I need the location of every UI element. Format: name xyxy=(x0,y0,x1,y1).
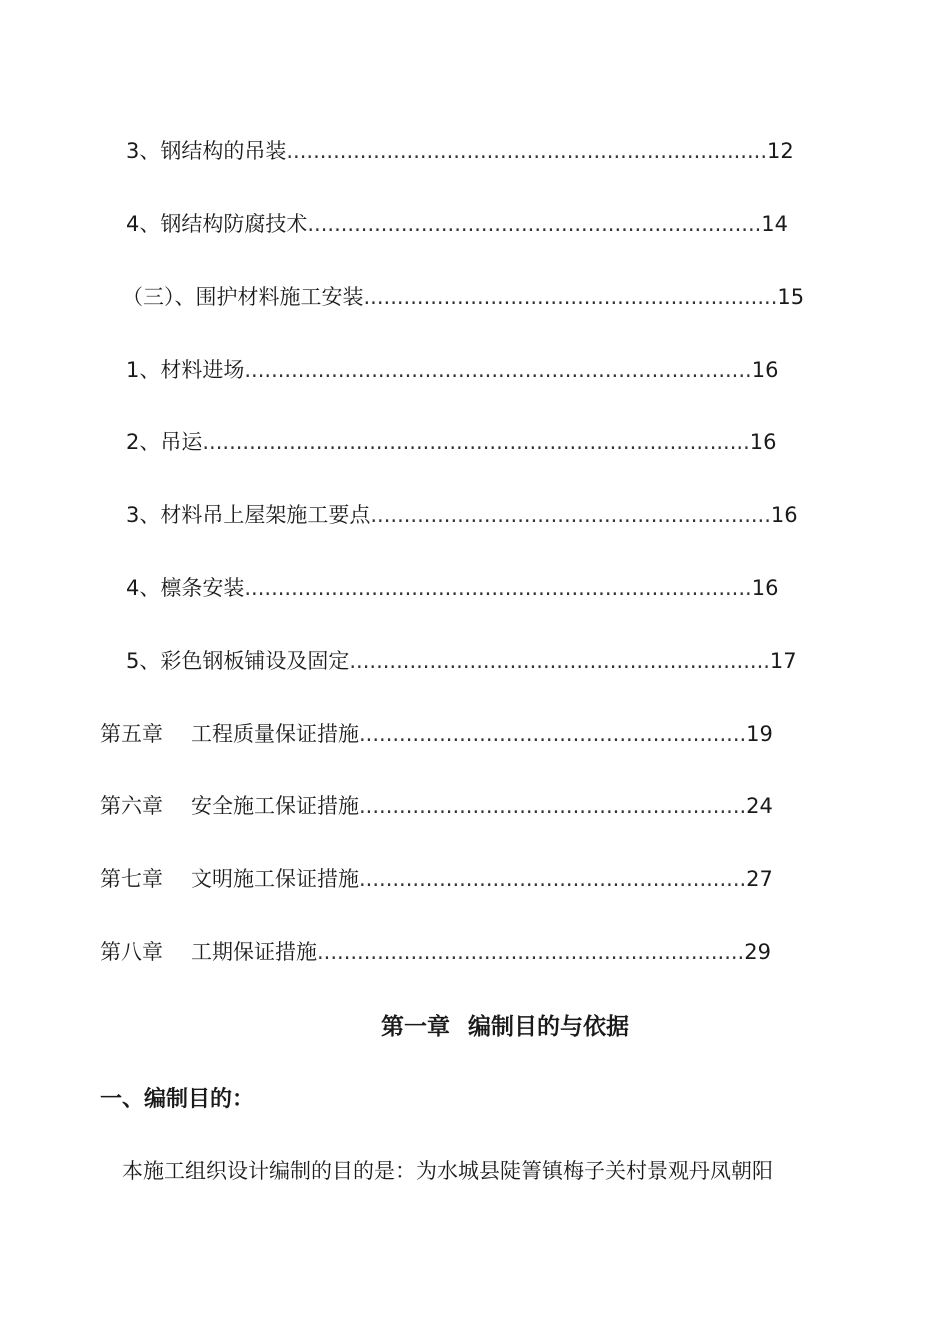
toc-page-number: 29 xyxy=(744,940,771,964)
toc-chapter-entry[interactable] xyxy=(100,791,773,821)
toc-entry[interactable] xyxy=(126,573,778,603)
toc-chapter-number: 第六章 xyxy=(100,794,163,818)
toc-entry-label: 5、彩色钢板铺设及固定 xyxy=(126,649,350,673)
toc-entry-label: 工期保证措施 xyxy=(191,940,317,964)
toc-leader-dots: ............................................................ xyxy=(370,503,771,527)
toc-page-number: 16 xyxy=(751,576,779,600)
toc-entry-label: 3、材料吊上屋架施工要点 xyxy=(126,503,371,527)
toc-entry-label: 3、钢结构的吊装 xyxy=(126,139,287,163)
chapter-number: 第一章 xyxy=(381,1013,450,1040)
toc-entry-label: 安全施工保证措施 xyxy=(191,794,359,818)
toc-leader-dots: ........................................................................ xyxy=(286,139,767,163)
toc-entry-label: 文明施工保证措施 xyxy=(191,867,359,891)
section-heading: 一、编制目的： xyxy=(100,1087,255,1112)
toc-entry-label: 4、檩条安装 xyxy=(126,576,245,600)
toc-leader-dots: ................................................................ xyxy=(317,940,745,964)
toc-page-number: 27 xyxy=(746,867,773,891)
toc-leader-dots: .................................................................... xyxy=(307,212,762,236)
toc-chapter-number: 第五章 xyxy=(100,722,163,746)
toc-leader-dots: .......................................................... xyxy=(359,794,747,818)
toc-entry[interactable] xyxy=(126,500,798,530)
toc-page-number: 17 xyxy=(769,649,797,673)
toc-chapter-entry[interactable] xyxy=(100,864,773,894)
toc-entry-label: 2、吊运 xyxy=(126,430,203,454)
toc-entry[interactable] xyxy=(126,355,778,385)
toc-leader-dots: ............................................................................ xyxy=(244,358,752,382)
body-paragraph: 本施工组织设计编制的目的是：为水城县陡箐镇梅子关村景观丹凤朝阳 xyxy=(122,1159,773,1183)
toc-leader-dots: ............................................................................ xyxy=(244,576,752,600)
toc-page-number: 16 xyxy=(749,430,777,454)
toc-page-number: 16 xyxy=(770,503,798,527)
toc-leader-dots: .............................................................. xyxy=(363,285,778,309)
toc-leader-dots: .......................................................... xyxy=(359,867,747,891)
toc-entry-label: 1、材料进场 xyxy=(126,358,245,382)
toc-page-number: 16 xyxy=(751,358,779,382)
toc-entry-label: 工程质量保证措施 xyxy=(191,722,359,746)
toc-chapter-entry[interactable] xyxy=(100,937,771,967)
toc-chapter-number: 第八章 xyxy=(100,940,163,964)
toc-chapter-number: 第七章 xyxy=(100,867,163,891)
toc-chapter-entry[interactable] xyxy=(100,719,773,749)
toc-leader-dots: .......................................................... xyxy=(359,722,747,746)
toc-entry[interactable] xyxy=(126,209,788,239)
toc-entry-label: 4、钢结构防腐技术 xyxy=(126,212,308,236)
toc-entry-label: （三）、围护材料施工安装 xyxy=(122,285,364,309)
toc-leader-dots: .................................................................................. xyxy=(202,430,750,454)
toc-leader-dots: ............................................................... xyxy=(349,649,770,673)
toc-entry[interactable] xyxy=(126,646,797,676)
toc-page-number: 15 xyxy=(777,285,805,309)
toc-page-number: 12 xyxy=(767,139,794,163)
chapter-heading xyxy=(0,1008,950,1041)
toc-page-number: 19 xyxy=(746,722,773,746)
toc-entry[interactable] xyxy=(126,427,776,457)
toc-page-number: 14 xyxy=(761,212,789,236)
toc-page-number: 24 xyxy=(746,794,773,818)
chapter-title: 编制目的与依据 xyxy=(468,1014,629,1040)
toc-entry[interactable] xyxy=(122,282,804,312)
toc-entry[interactable] xyxy=(126,136,794,166)
